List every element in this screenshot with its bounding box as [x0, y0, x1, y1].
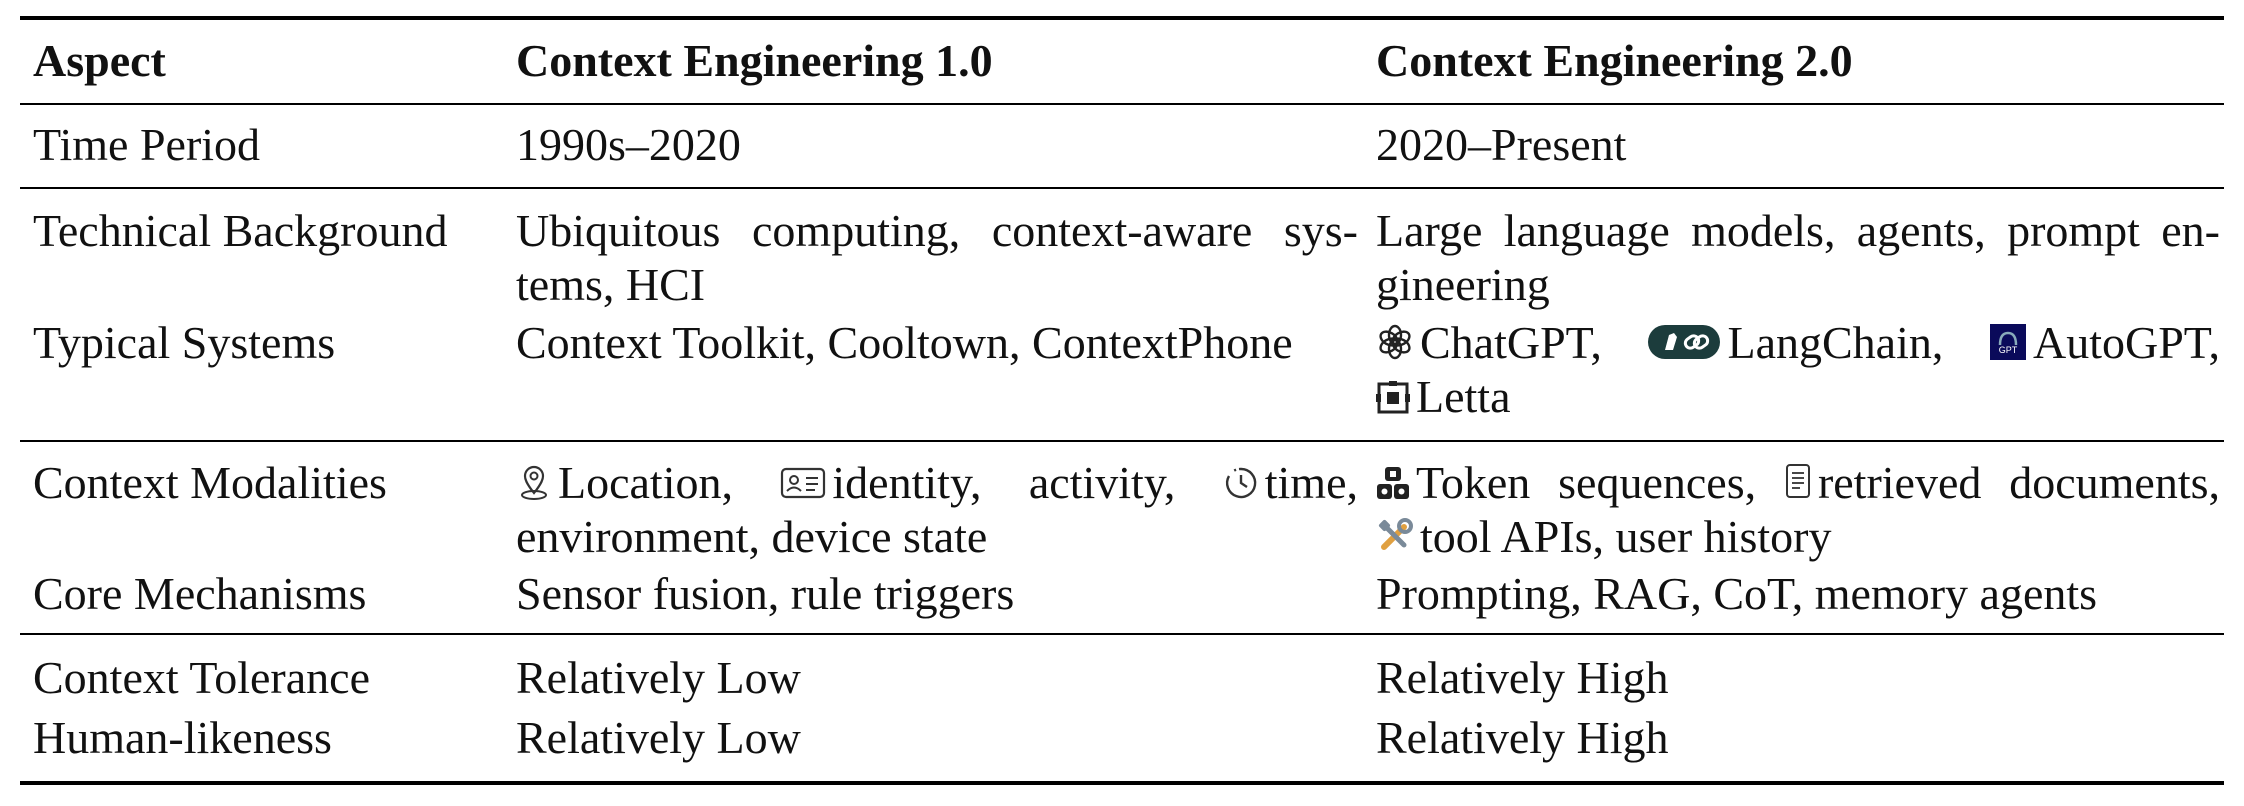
ce1-value: Sensor fusion, rule triggers [516, 568, 1015, 619]
documents-label: retrieved documents, [1817, 457, 2221, 508]
row-label: Time Period [33, 119, 261, 170]
row-label: Context Modalities [33, 457, 387, 508]
bottom-rule [20, 781, 2224, 785]
ce1-value [516, 456, 1358, 564]
chatgpt-label: ChatGPT, [1420, 317, 1602, 368]
langchain-label: LangChain, [1727, 317, 1944, 368]
ce1-value: 1990s–2020 [516, 119, 741, 170]
row-label: Core Mechanisms [33, 568, 367, 619]
letta-label: Letta [1416, 371, 1511, 422]
identity-label: identity, [832, 457, 982, 508]
location-label: Location, [558, 457, 733, 508]
ce2-value [1376, 456, 2220, 564]
ce1-value: Relatively Low [516, 712, 801, 763]
top-rule [20, 16, 2224, 20]
ce2-line-2: gineering [1376, 259, 1550, 310]
ce1-line-2: environment, device state [516, 511, 988, 562]
letta-icon [1376, 381, 1410, 415]
ce1-value: Relatively Low [516, 652, 801, 703]
ce2-value: 2020–Present [1376, 119, 1627, 170]
ce1-line-1 [516, 456, 1358, 510]
token-blocks-icon [1376, 465, 1410, 501]
autogpt-icon [1989, 323, 2027, 361]
ce2-value: Prompting, RAG, CoT, memory agents [1376, 568, 2098, 619]
ce2-line-2 [1376, 510, 2220, 564]
id-card-icon [780, 465, 826, 501]
autogpt-label: AutoGPT, [2033, 317, 2220, 368]
ce2-value: Relatively High [1376, 652, 1669, 703]
ce2-value: Relatively High [1376, 712, 1669, 763]
clock-icon [1223, 465, 1259, 501]
ce1-value: Context Toolkit, Cooltown, ContextPhone [516, 317, 1293, 368]
ce2-value [1376, 316, 2220, 424]
activity-label: activity, [1028, 457, 1176, 508]
row-label: Technical Background [33, 205, 448, 256]
tools-label: tool APIs, user history [1420, 511, 1832, 562]
openai-icon [1376, 323, 1414, 361]
ce2-line-1 [1376, 316, 2220, 370]
header-aspect: Aspect [33, 35, 166, 86]
ce2-line-1: Large language models, agents, prompt en- [1376, 205, 2220, 256]
row-label: Context Tolerance [33, 652, 370, 703]
ce2-line-2 [1376, 370, 2220, 424]
svg-text:GPT: GPT [1998, 345, 2018, 355]
ce1-line-2: tems, HCI [516, 259, 706, 310]
header-rule [20, 103, 2224, 105]
ce2-value [1376, 204, 2220, 312]
section-rule-3 [20, 633, 2224, 635]
header-ce1: Context Engineering 1.0 [516, 35, 993, 86]
document-icon [1784, 463, 1812, 501]
row-label: Human-likeness [33, 712, 332, 763]
langchain-icon [1647, 323, 1721, 361]
section-rule-2 [20, 440, 2224, 442]
tokens-label: Token sequences, [1416, 457, 1757, 508]
tools-icon [1376, 517, 1414, 555]
section-rule-1 [20, 187, 2224, 189]
time-label: time, [1264, 457, 1359, 508]
location-pin-icon [516, 463, 552, 501]
header-ce2: Context Engineering 2.0 [1376, 35, 1853, 86]
ce1-line-1: Ubiquitous computing, context-aware sys- [516, 205, 1358, 256]
ce2-line-1 [1376, 456, 2220, 510]
row-label: Typical Systems [33, 317, 336, 368]
ce1-value [516, 204, 1358, 312]
